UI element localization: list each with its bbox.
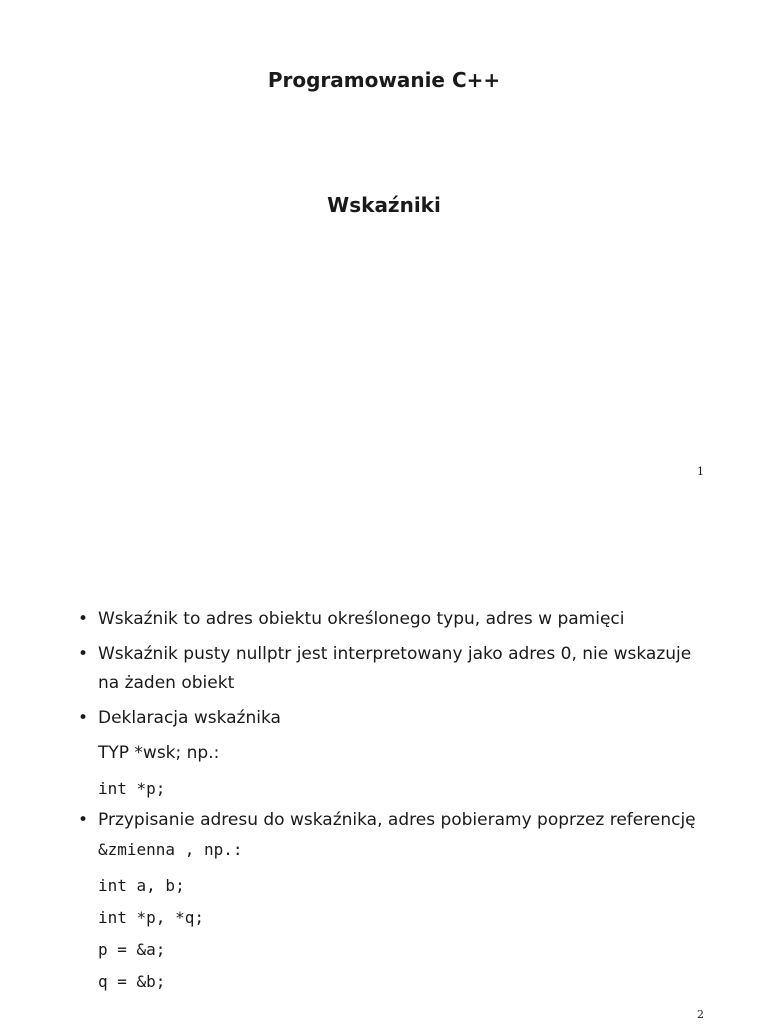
code-line-pointer-decl: int *p; <box>98 779 166 798</box>
code-line-vars: int a, b; <box>98 876 185 895</box>
assignment-code: &zmienna , np.: <box>98 840 243 859</box>
slide-content <box>78 605 698 999</box>
bullet-definition: • Wskaźnik to adres obiektu określonego typu, adres w pamięci <box>78 605 698 634</box>
declaration-syntax: TYP *wsk; np.: <box>98 743 220 763</box>
page-number-1: 1 <box>697 465 704 478</box>
bullet-nullptr: • Wskaźnik pusty nullptr jest interpretowany jako adres 0, nie wskazuje na żaden obiekt <box>78 640 698 698</box>
code-line-pointers: int *p, *q; <box>98 908 204 927</box>
bullet-declaration: • Deklaracja wskaźnika <box>78 704 698 733</box>
section-title: Wskaźniki <box>327 193 441 217</box>
code-line-assign-q: q = &b; <box>98 972 166 991</box>
page-number-2: 2 <box>697 1008 704 1021</box>
bullet-assignment <box>78 806 698 865</box>
code-line-assign-p: p = &a; <box>98 940 166 959</box>
assignment-text: Przypisanie adresu do wskaźnika, adres pobieramy poprzez referencję <box>98 810 696 830</box>
page-title: Programowanie C++ <box>267 68 501 92</box>
